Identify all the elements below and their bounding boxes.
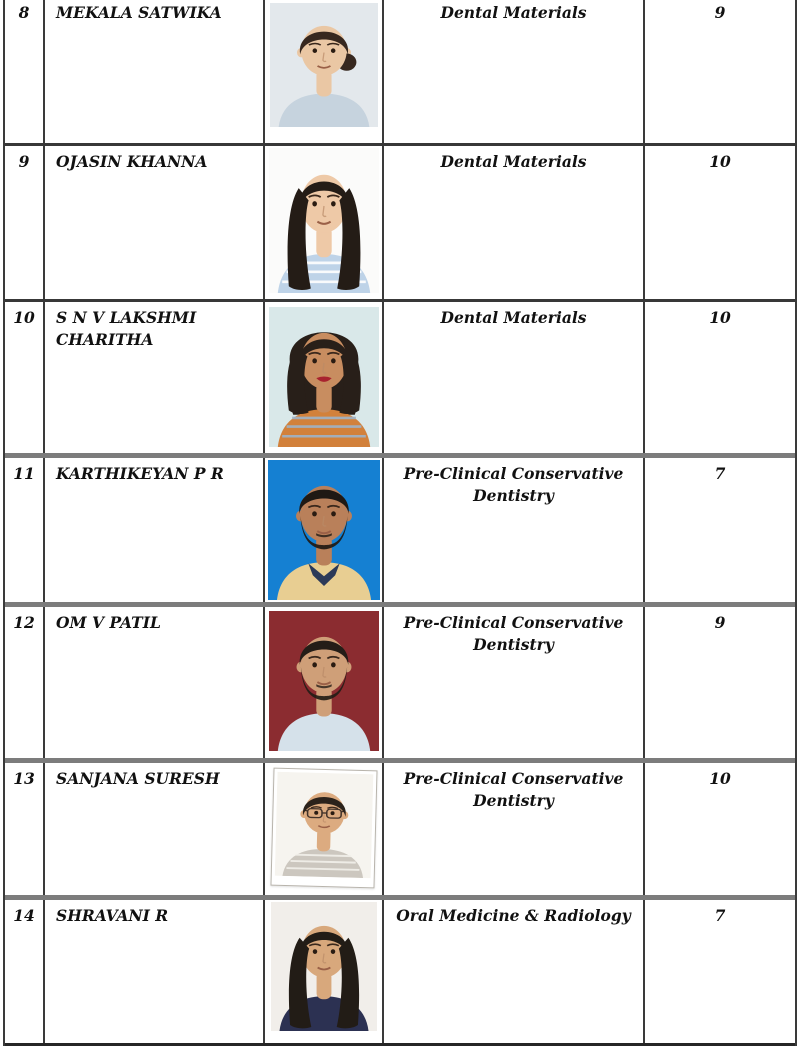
- student-name: OM V PATIL: [45, 607, 265, 758]
- student-name: S N V LAKSHMI CHARITHA: [45, 302, 265, 453]
- student-photo: [270, 768, 377, 889]
- row-number: 9: [5, 146, 45, 299]
- subject: Pre-Clinical Conservative Dentistry: [384, 607, 645, 758]
- score: 7: [714, 906, 726, 925]
- subject: Oral Medicine & Radiology: [384, 900, 645, 1043]
- table-row: [5, 900, 795, 1046]
- table-row: [5, 302, 795, 458]
- row-number: 10: [5, 302, 45, 453]
- student-photo: [271, 902, 377, 1031]
- student-name: SHRAVANI R: [45, 900, 265, 1043]
- score: 7: [714, 464, 726, 483]
- table-row: [5, 0, 795, 146]
- table-row: [5, 146, 795, 302]
- row-number: 11: [5, 458, 45, 602]
- student-photo: [269, 307, 379, 447]
- subject: Dental Materials: [384, 302, 645, 453]
- student-name: SANJANA SURESH: [45, 763, 265, 895]
- table-row: [5, 763, 795, 900]
- photo-cell: [265, 146, 384, 299]
- student-name: KARTHIKEYAN P R: [45, 458, 265, 602]
- score: 9: [714, 613, 726, 632]
- row-number: 14: [5, 900, 45, 1043]
- student-photo: [270, 3, 378, 127]
- subject: Dental Materials: [384, 146, 645, 299]
- subject: Dental Materials: [384, 0, 645, 143]
- table-row: [5, 607, 795, 763]
- subject: Pre-Clinical Conservative Dentistry: [384, 763, 645, 895]
- score: 10: [709, 769, 731, 788]
- students-table: [3, 0, 797, 1046]
- score: 10: [709, 152, 731, 171]
- row-number: 8: [5, 0, 45, 143]
- photo-cell: [265, 900, 384, 1043]
- student-name: OJASIN KHANNA: [45, 146, 265, 299]
- photo-cell: [265, 763, 384, 895]
- student-photo: [269, 148, 379, 293]
- score: 9: [714, 3, 726, 22]
- photo-cell: [265, 458, 384, 602]
- score: 10: [709, 308, 731, 327]
- row-number: 13: [5, 763, 45, 895]
- photo-cell: [265, 607, 384, 758]
- student-photo: [269, 611, 379, 751]
- table-row: [5, 458, 795, 607]
- student-photo: [268, 460, 380, 600]
- subject: Pre-Clinical Conservative Dentistry: [384, 458, 645, 602]
- student-name: MEKALA SATWIKA: [45, 0, 265, 143]
- photo-cell: [265, 0, 384, 143]
- row-number: 12: [5, 607, 45, 758]
- photo-cell: [265, 302, 384, 453]
